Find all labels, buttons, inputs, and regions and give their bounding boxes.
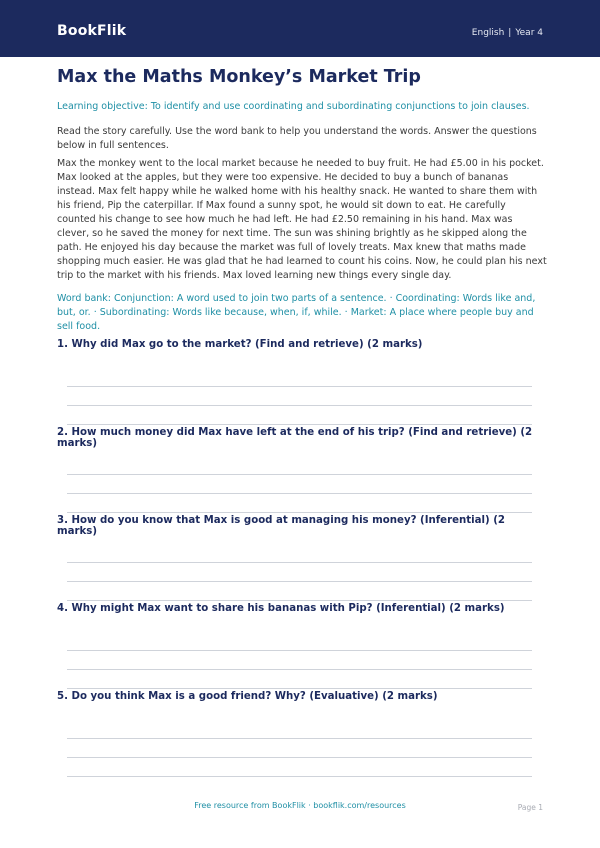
answer-line[interactable] bbox=[67, 650, 532, 651]
header-bar bbox=[0, 0, 600, 57]
meta-separator: | bbox=[508, 28, 512, 38]
answer-line[interactable] bbox=[67, 776, 532, 777]
subject-year bbox=[472, 28, 543, 38]
answer-line[interactable] bbox=[67, 424, 532, 425]
answer-line[interactable] bbox=[67, 581, 532, 582]
year-label: Year 4 bbox=[515, 28, 543, 38]
page-number: Page 1 bbox=[517, 803, 543, 812]
answer-line[interactable] bbox=[67, 512, 532, 513]
page-title: Max the Maths Monkey’s Market Trip bbox=[57, 67, 421, 87]
answer-line[interactable] bbox=[67, 600, 532, 601]
subject-label: English bbox=[471, 28, 505, 38]
word-bank: Word bank: Conjunction: A word used to join two parts of a sentence. · Coordinating: Words like and, but, or. · Subordinating: Words like because, when, if, while. · Market: A place where people buy and sell food. bbox=[57, 293, 536, 332]
answer-line[interactable] bbox=[67, 386, 532, 387]
answer-line[interactable] bbox=[67, 405, 532, 406]
brand-logo[interactable]: BookFlik bbox=[57, 23, 127, 39]
footer-link[interactable]: Free resource from BookFlik · bookflik.com/resources bbox=[194, 801, 406, 810]
story-text: Max the monkey went to the local market because he needed to buy fruit. He had £5.00 in his pocket. Max looked at the apples, but they were too expensive. He decided to buy a bunch of bananas instead. Max felt happy while he walked home with his healthy snack. He wanted to share them with his friend, Pip the caterpillar. If Max found a sunny spot, he would sit down to eat. He carefully counted his change to see how much he had left. He had £2.50 remaining in his hand. Max was clever, so he saved the money for next time. The sun was shining brightly as he skipped along the path. He enjoyed his day because the market was full of lovely treats. Max knew that maths made shopping much easier. He was glad that he had learned to count his coins. Now, he could plan his next trip to the market with his friends. Max loved learning new things every single day. bbox=[57, 158, 547, 281]
instructions-text: Read the story carefully. Use the word bank to help you understand the words. Answer the questions below in full sentences. bbox=[57, 126, 537, 151]
answer-line[interactable] bbox=[67, 688, 532, 689]
question-4: 4. Why might Max want to share his bananas with Pip? (Inferential) (2 marks) bbox=[57, 603, 505, 614]
answer-line[interactable] bbox=[67, 562, 532, 563]
learning-objective: Learning objective: To identify and use coordinating and subordinating conjunctions to join clauses. bbox=[57, 101, 530, 112]
question-1: 1. Why did Max go to the market? (Find and retrieve) (2 marks) bbox=[57, 339, 423, 350]
answer-line[interactable] bbox=[67, 493, 532, 494]
answer-line[interactable] bbox=[67, 669, 532, 670]
answer-line[interactable] bbox=[67, 738, 532, 739]
answer-line[interactable] bbox=[67, 757, 532, 758]
question-3: 3. How do you know that Max is good at managing his money? (Inferential) (2 marks) bbox=[57, 515, 505, 537]
question-2: 2. How much money did Max have left at the end of his trip? (Find and retrieve) (2 marks) bbox=[57, 427, 533, 449]
question-5: 5. Do you think Max is a good friend? Why? (Evaluative) (2 marks) bbox=[57, 691, 438, 702]
answer-line[interactable] bbox=[67, 474, 532, 475]
